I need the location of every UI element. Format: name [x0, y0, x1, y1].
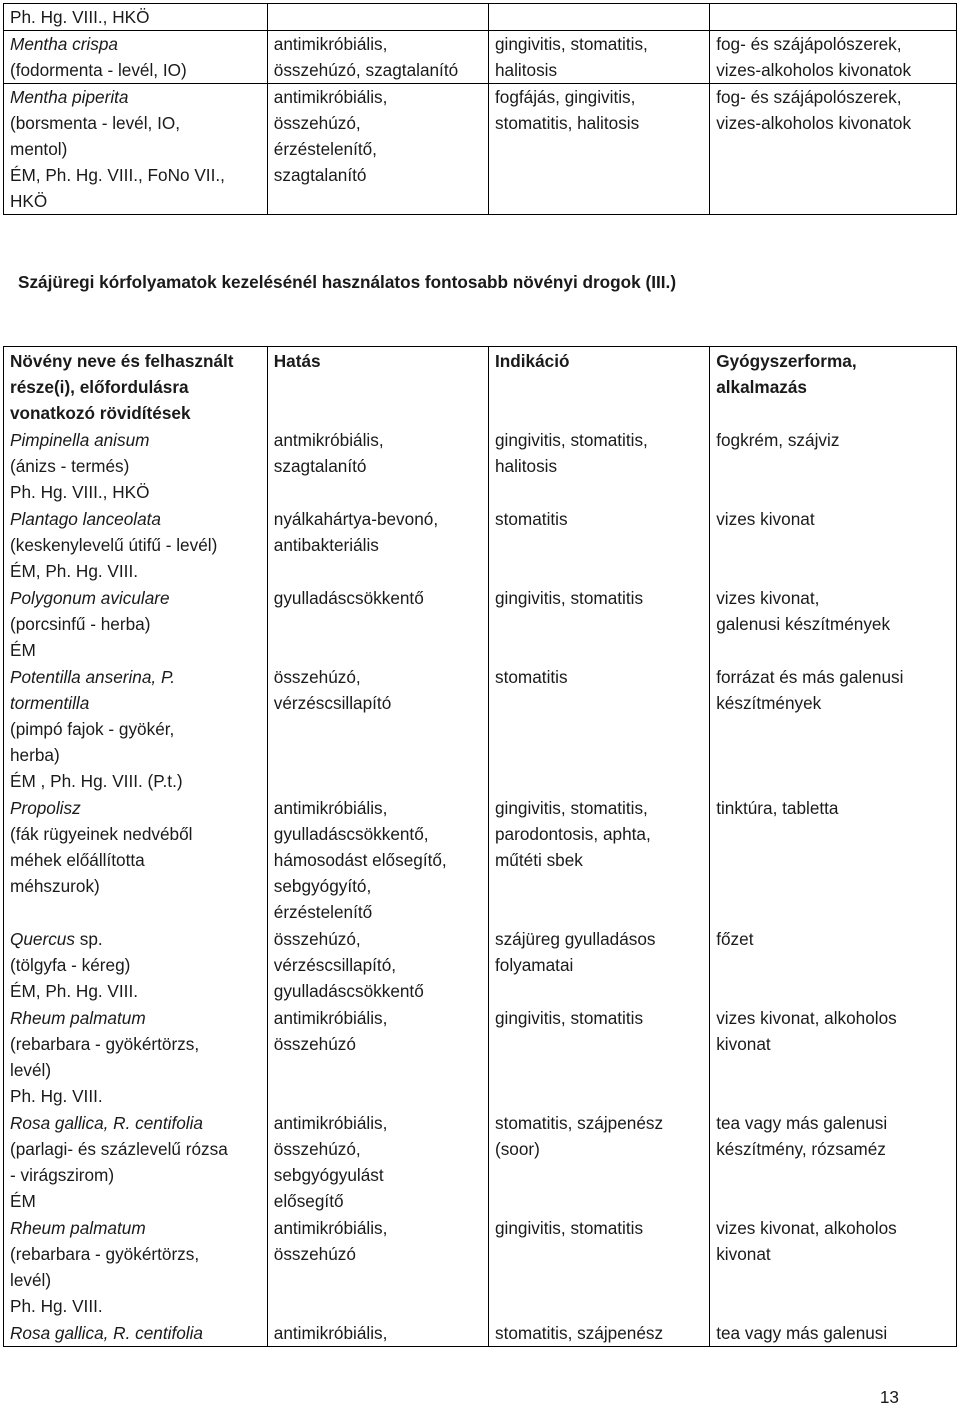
plant-text: (porcsinfű - herba) — [10, 614, 151, 634]
effect-text: antimikróbiális, — [273, 1008, 388, 1028]
indication-text: stomatitis, halitosis — [494, 113, 640, 133]
plant-text: (pimpó fajok - gyökér, — [10, 719, 175, 739]
plant-text: Ph. Hg. VIII. — [10, 1086, 103, 1106]
effect-text: érzéstelenítő — [273, 902, 373, 922]
indication-text: halitosis — [494, 456, 558, 476]
cell-indication — [488, 426, 709, 505]
form-text: főzet — [716, 929, 754, 949]
effect-text: összehúzó, szagtalanító — [273, 60, 459, 80]
table-row — [4, 584, 957, 663]
latin-name-italic: Rheum palmatum — [10, 1218, 146, 1238]
effect-text: nyálkahártya-bevonó, — [273, 509, 439, 529]
effect-text: antimikróbiális, — [273, 1218, 388, 1238]
main-table — [3, 346, 957, 1347]
form-text: forrázat és más galenusi — [716, 667, 904, 687]
cell-indication — [488, 1004, 709, 1109]
effect-text: gyulladáscsökkentő, — [273, 824, 429, 844]
effect-text: gyulladáscsökkentő — [273, 588, 424, 608]
latin-name — [10, 664, 261, 690]
form-text: készítmények — [716, 693, 822, 713]
cell-effect — [267, 31, 488, 84]
plant-text: (ánizs - termés) — [10, 456, 130, 476]
cell-indication — [488, 584, 709, 663]
plant-text: méhek előállította — [10, 850, 145, 870]
cell-form — [710, 1004, 957, 1109]
indication-text: szájüreg gyulladásos — [494, 929, 656, 949]
cell-plant — [4, 1004, 268, 1109]
cell-plant — [4, 4, 268, 31]
section-heading: Szájüregi kórfolyamatok kezelésénél használatos fontosabb növényi drogok (III.) — [18, 272, 677, 292]
header-effect: Hatás — [267, 347, 488, 427]
cell-effect — [267, 84, 488, 215]
effect-text: antimikróbiális, — [273, 87, 388, 107]
cell-indication — [488, 31, 709, 84]
cell-effect — [267, 4, 488, 31]
table-row — [4, 1109, 957, 1214]
cell-plant — [4, 31, 268, 84]
latin-name-suffix: sp. — [74, 929, 103, 949]
effect-text: sebgyógyító, — [273, 876, 372, 896]
effect-text: összehúzó, — [273, 929, 361, 949]
effect-text: elősegítő — [273, 1191, 344, 1211]
indication-text: (soor) — [494, 1139, 540, 1159]
cell-form — [710, 794, 957, 925]
latin-name — [10, 31, 261, 57]
latin-name — [10, 1110, 261, 1136]
cell-effect — [267, 1004, 488, 1109]
indication-text: stomatitis — [494, 667, 568, 687]
effect-text: összehúzó, — [273, 113, 361, 133]
cell-form — [710, 663, 957, 794]
table-row — [4, 794, 957, 925]
effect-text: szagtalanító — [273, 165, 367, 185]
plant-text: (fodormenta - levél, IO) — [10, 60, 187, 80]
latin-name — [10, 427, 261, 453]
cell-indication — [488, 1319, 709, 1347]
cell-form — [710, 4, 957, 31]
cell-effect — [267, 584, 488, 663]
cell-plant — [4, 663, 268, 794]
form-text: fog- és szájápolószerek, — [716, 87, 902, 107]
plant-text: - virágszirom) — [10, 1165, 115, 1185]
plant-text: (fák rügyeinek nedvéből — [10, 824, 193, 844]
form-text: készítmény, rózsaméz — [716, 1139, 886, 1159]
cell-indication — [488, 1214, 709, 1319]
plant-text: (parlagi- és százlevelű rózsa — [10, 1139, 228, 1159]
cell-form — [710, 505, 957, 584]
indication-text: gingivitis, stomatitis — [494, 1008, 644, 1028]
plant-text: ÉM, Ph. Hg. VIII., FoNo VII., — [10, 165, 225, 185]
effect-text: érzéstelenítő, — [273, 139, 377, 159]
latin-name — [10, 926, 261, 952]
cell-plant — [4, 84, 268, 215]
indication-text: folyamatai — [494, 955, 574, 975]
latin-name-italic: Propolisz — [10, 798, 81, 818]
effect-text: antmikróbiális, — [273, 430, 384, 450]
cell-form — [710, 84, 957, 215]
cell-plant — [4, 1319, 268, 1347]
effect-text: hámosodást elősegítő, — [273, 850, 447, 870]
cell-plant — [4, 1109, 268, 1214]
latin-name-italic: Quercus — [10, 929, 75, 949]
plant-text: ÉM, Ph. Hg. VIII. — [10, 561, 138, 581]
form-text: vizes kivonat, alkoholos — [716, 1008, 897, 1028]
latin-name-italic: Pimpinella anisum — [10, 430, 150, 450]
cell-form — [710, 426, 957, 505]
cell-plant — [4, 925, 268, 1004]
table-row — [4, 84, 957, 215]
form-text: fogkrém, szájviz — [716, 430, 840, 450]
cell-effect — [267, 1214, 488, 1319]
cell-form — [710, 584, 957, 663]
plant-text: Ph. Hg. VIII. — [10, 1296, 103, 1316]
form-text: vizes kivonat, — [716, 588, 820, 608]
cell-indication — [488, 505, 709, 584]
latin-name — [10, 795, 261, 821]
cell-effect — [267, 794, 488, 925]
plant-text: (borsmenta - levél, IO, — [10, 113, 181, 133]
plant-text: HKÖ — [10, 191, 48, 211]
plant-text: (keskenylevelű útifű - levél) — [10, 535, 218, 555]
table-row — [4, 1319, 957, 1347]
effect-text: összehúzó, — [273, 667, 361, 687]
effect-text: vérzéscsillapító, — [273, 955, 397, 975]
indication-text: stomatitis — [494, 509, 568, 529]
indication-text: műtéti sbek — [494, 850, 583, 870]
indication-text: parodontosis, aphta, — [494, 824, 651, 844]
cell-plant — [4, 505, 268, 584]
table-row — [4, 1004, 957, 1109]
table-header-row — [4, 347, 957, 427]
plant-text: ÉM, Ph. Hg. VIII. — [10, 981, 138, 1001]
cell-plant — [4, 426, 268, 505]
cell-effect — [267, 505, 488, 584]
top-table — [3, 3, 957, 215]
latin-name-italic: Mentha piperita — [10, 87, 129, 107]
plant-text: ÉM — [10, 1191, 36, 1211]
form-text: vizes-alkoholos kivonatok — [716, 60, 912, 80]
latin-name — [10, 585, 261, 611]
latin-name-italic: Rosa gallica, R. centifolia — [10, 1113, 203, 1133]
plant-text: levél) — [10, 1270, 52, 1290]
indication-text: halitosis — [494, 60, 558, 80]
form-text: vizes kivonat, alkoholos — [716, 1218, 897, 1238]
effect-text: gyulladáscsökkentő — [273, 981, 424, 1001]
plant-text: (rebarbara - gyökértörzs, — [10, 1244, 200, 1264]
cell-form — [710, 31, 957, 84]
effect-text: antimikróbiális, — [273, 34, 388, 54]
effect-text: antimikróbiális, — [273, 798, 388, 818]
cell-form — [710, 1214, 957, 1319]
cell-indication — [488, 4, 709, 31]
plant-text: ÉM , Ph. Hg. VIII. (P.t.) — [10, 771, 183, 791]
form-text: tea vagy más galenusi — [716, 1113, 888, 1133]
cell-indication — [488, 794, 709, 925]
table-row — [4, 4, 957, 31]
cell-indication — [488, 925, 709, 1004]
page-number: 13 — [879, 1387, 899, 1407]
plant-text: herba) — [10, 745, 60, 765]
latin-name — [10, 1215, 261, 1241]
plant-text: Ph. Hg. VIII., HKÖ — [10, 482, 150, 502]
effect-text: összehúzó, — [273, 1139, 361, 1159]
header-plant: Növény neve és felhasznált része(i), előfordulásra vonatkozó rövidítések — [4, 347, 268, 427]
plant-text: mentol) — [10, 139, 68, 159]
indication-text: gingivitis, stomatitis — [494, 588, 644, 608]
effect-text: vérzéscsillapító — [273, 693, 392, 713]
latin-name-italic: Mentha crispa — [10, 34, 118, 54]
table-row — [4, 426, 957, 505]
plant-text: (tölgyfa - kéreg) — [10, 955, 131, 975]
latin-name-italic: Rosa gallica, R. centifolia — [10, 1323, 203, 1343]
header-indication: Indikáció — [488, 347, 709, 427]
latin-name-italic: Potentilla anserina, P. — [10, 667, 175, 687]
indication-text: gingivitis, stomatitis, — [494, 798, 648, 818]
form-text: vizes-alkoholos kivonatok — [716, 113, 912, 133]
plant-text: Ph. Hg. VIII., HKÖ — [10, 7, 150, 27]
indication-text: stomatitis, szájpenész — [494, 1113, 664, 1133]
effect-text: antimikróbiális, — [273, 1323, 388, 1343]
indication-text: gingivitis, stomatitis, — [494, 430, 648, 450]
cell-effect — [267, 1319, 488, 1347]
cell-effect — [267, 925, 488, 1004]
cell-effect — [267, 1109, 488, 1214]
latin-name — [10, 1005, 261, 1031]
latin-name-italic: Polygonum aviculare — [10, 588, 170, 608]
cell-plant — [4, 584, 268, 663]
indication-text: stomatitis, szájpenész — [494, 1323, 664, 1343]
form-text: tinktúra, tabletta — [716, 798, 839, 818]
cell-form — [710, 1319, 957, 1347]
cell-indication — [488, 84, 709, 215]
cell-form — [710, 1109, 957, 1214]
cell-indication — [488, 1109, 709, 1214]
indication-text: fogfájás, gingivitis, — [494, 87, 636, 107]
effect-text: antimikróbiális, — [273, 1113, 388, 1133]
plant-text: levél) — [10, 1060, 52, 1080]
cell-form — [710, 925, 957, 1004]
latin-name — [10, 84, 261, 110]
cell-plant — [4, 1214, 268, 1319]
latin-name — [10, 506, 261, 532]
form-text: tea vagy más galenusi — [716, 1323, 888, 1343]
effect-text: antibakteriális — [273, 535, 379, 555]
latin-name-italic: Plantago lanceolata — [10, 509, 161, 529]
latin-name-cont: tormentilla — [10, 693, 90, 713]
effect-text: szagtalanító — [273, 456, 367, 476]
form-text: kivonat — [716, 1244, 771, 1264]
table-row — [4, 31, 957, 84]
indication-text: gingivitis, stomatitis, — [494, 34, 648, 54]
plant-text: ÉM — [10, 640, 36, 660]
latin-name — [10, 1320, 261, 1346]
cell-effect — [267, 426, 488, 505]
cell-indication — [488, 663, 709, 794]
plant-text: méhszurok) — [10, 876, 100, 896]
table-row — [4, 663, 957, 794]
table-row — [4, 1214, 957, 1319]
effect-text: összehúzó — [273, 1244, 356, 1264]
plant-text: (rebarbara - gyökértörzs, — [10, 1034, 200, 1054]
indication-text: gingivitis, stomatitis — [494, 1218, 644, 1238]
cell-effect — [267, 663, 488, 794]
table-row — [4, 505, 957, 584]
form-text: fog- és szájápolószerek, — [716, 34, 902, 54]
form-text: vizes kivonat — [716, 509, 815, 529]
form-text: galenusi készítmények — [716, 614, 891, 634]
effect-text: sebgyógyulást — [273, 1165, 384, 1185]
effect-text: összehúzó — [273, 1034, 356, 1054]
cell-plant — [4, 794, 268, 925]
table-row — [4, 925, 957, 1004]
latin-name-italic: Rheum palmatum — [10, 1008, 146, 1028]
header-form: Gyógyszerforma, alkalmazás — [710, 347, 957, 427]
form-text: kivonat — [716, 1034, 771, 1054]
